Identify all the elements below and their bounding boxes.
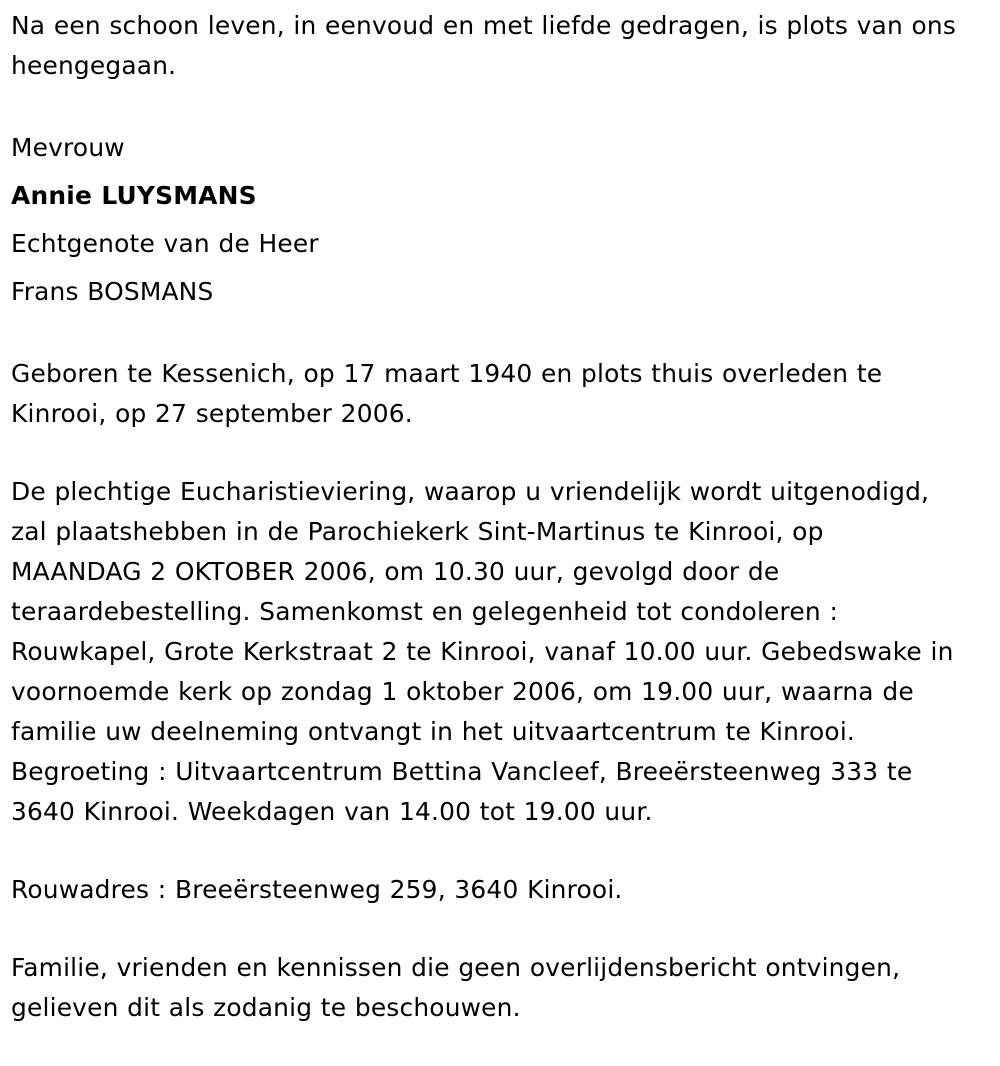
ceremony-line: teraardebestelling. Samenkomst en gelegenheid tot condoleren : — [11, 597, 839, 626]
intro-line: heengegaan. — [11, 51, 177, 80]
intro-line: Na een schoon leven, in eenvoud en met liefde gedragen, is plots van ons — [11, 11, 957, 40]
ceremony-line: De plechtige Eucharistieviering, waarop u vriendelijk wordt uitgenodigd, — [11, 477, 930, 506]
closing-line: gelieven dit als zodanig te beschouwen. — [11, 993, 521, 1022]
ceremony-line: MAANDAG 2 OKTOBER 2006, om 10.30 uur, gevolgd door de — [11, 557, 780, 586]
birth-death-line: Geboren te Kessenich, op 17 maart 1940 en plots thuis overleden te — [11, 359, 883, 388]
birth-death-line: Kinrooi, op 27 september 2006. — [11, 399, 413, 428]
ceremony-line: familie uw deelneming ontvangt in het uitvaartcentrum te Kinrooi. — [11, 717, 856, 746]
mourning-address: Rouwadres : Breeërsteenweg 259, 3640 Kinrooi. — [11, 875, 623, 904]
deceased-title: Mevrouw — [11, 133, 125, 162]
deceased-block — [11, 124, 996, 316]
ceremony-line: Rouwkapel, Grote Kerkstraat 2 te Kinrooi, vanaf 10.00 uur. Gebedswake in — [11, 637, 954, 666]
spouse-relation: Echtgenote van de Heer — [11, 229, 319, 258]
ceremony-line: voornoemde kerk op zondag 1 oktober 2006, om 19.00 uur, waarna de — [11, 677, 914, 706]
address-paragraph — [11, 870, 996, 910]
closing-line: Familie, vrienden en kennissen die geen overlijdensbericht ontvingen, — [11, 953, 901, 982]
ceremony-line: 3640 Kinrooi. Weekdagen van 14.00 tot 19.00 uur. — [11, 797, 653, 826]
spouse-name: Frans BOSMANS — [11, 277, 214, 306]
ceremony-paragraph — [11, 472, 996, 832]
closing-paragraph — [11, 948, 996, 1028]
birth-death-paragraph — [11, 354, 996, 434]
deceased-name: Annie LUYSMANS — [11, 181, 257, 210]
intro-paragraph — [11, 6, 996, 86]
ceremony-line: zal plaatshebben in de Parochiekerk Sint-Martinus te Kinrooi, op — [11, 517, 824, 546]
death-notice — [11, 6, 996, 1066]
ceremony-line: Begroeting : Uitvaartcentrum Bettina Vancleef, Breeërsteenweg 333 te — [11, 757, 913, 786]
